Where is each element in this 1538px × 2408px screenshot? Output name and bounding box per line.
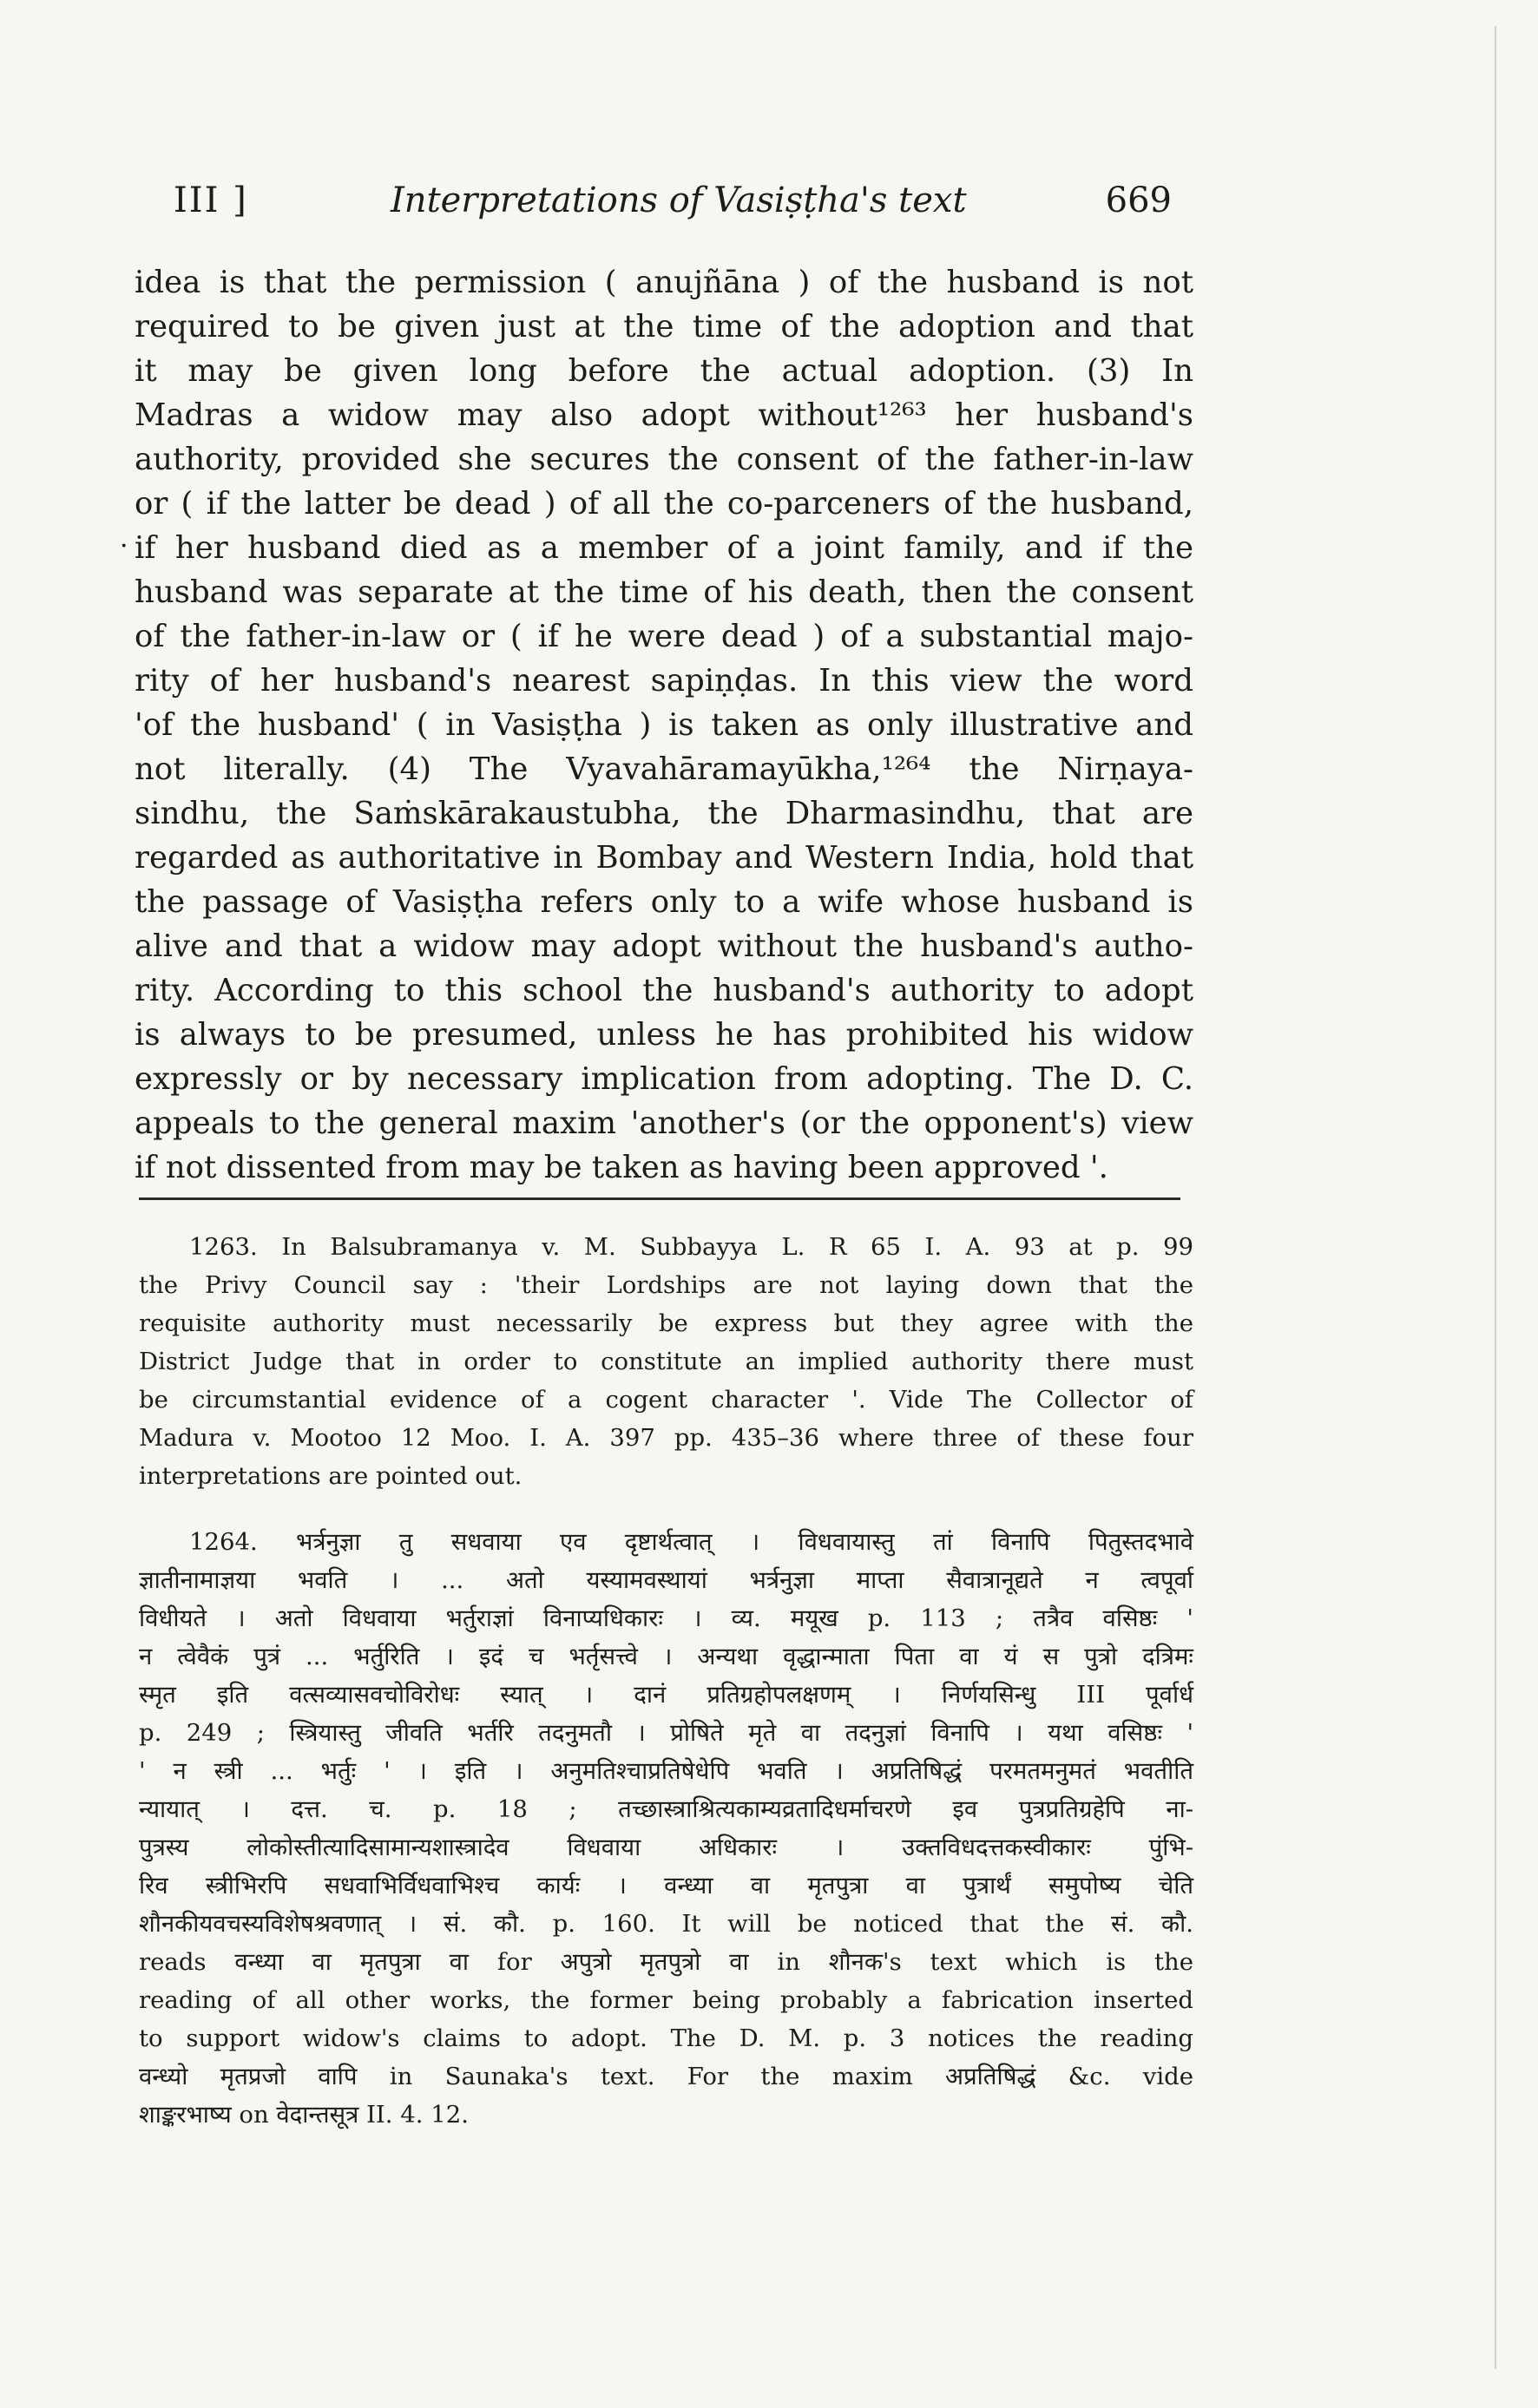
footnote-line: the Privy Council say : 'their Lordships are not laying down that the — [139, 1271, 1193, 1299]
footnote-line: न्यायात् । दत्त. च. p. 18 ; तच्छास्त्राश्रित्यकाम्यव्रतादिधर्माचरणे इव पुत्रप्रतिग्रहेपि ना- — [139, 1795, 1193, 1823]
body-line: if her husband died as a member of a joint family, and if the — [135, 530, 1193, 566]
footnote-line: रिव स्त्रीभिरपि सधवाभिर्विधवाभिश्च कार्यः । वन्ध्या वा मृतपुत्रा वा पुत्रार्थं समुपोष्य चेति — [139, 1872, 1193, 1899]
body-line: the passage of Vasiṣṭha refers only to a wife whose husband is — [135, 884, 1193, 920]
part-marker: III ] — [174, 180, 248, 220]
footnote-line: p. 249 ; स्त्रियास्तु जीवति भर्तरि तदनुमतौ । प्रोषिते मृते वा तदनुज्ञां विनापि । यथा वसिष्ठः ' — [139, 1719, 1193, 1747]
body-line: husband was separate at the time of his death, then the consent — [135, 574, 1193, 610]
footnote-line: शाङ्करभाष्य on वेदान्तसूत्र II. 4. 12. — [139, 2101, 469, 2129]
footnote-line: ज्ञातीनामाज्ञया भवति । ... अतो यस्यामवस्थायां भर्त्रनुज्ञा माप्ता सैवात्रानूद्यते न त्वपूर्वा — [139, 1566, 1193, 1594]
footnote-line: 1264. भर्त्रनुज्ञा तु सधवाया एव दृष्टार्थत्वात् । विधवायास्तु तां विनापि पितुस्तदभावे — [189, 1528, 1193, 1556]
body-line: not literally. (4) The Vyavahāramayūkha,¹²⁶⁴ the Nirṇaya- — [135, 751, 1193, 787]
margin-mark: · — [120, 531, 128, 561]
body-line: required to be given just at the time of the adoption and that — [135, 309, 1193, 344]
body-line: Madras a widow may also adopt without¹²⁶³ her husband's — [135, 397, 1193, 433]
footnote-line: ' न स्त्री ... भर्तुः ' । इति । अनुमतिश्चाप्रतिषेधेपि भवति । अप्रतिषिद्धं परमतमनुमतं भवतीति — [139, 1757, 1193, 1785]
footnote-line: reads वन्ध्या वा मृतपुत्रा वा for अपुत्रो मृतपुत्रो वा in शौनक's text which is the — [139, 1948, 1193, 1976]
body-line: 'of the husband' ( in Vasiṣṭha ) is taken as only illustrative and — [135, 707, 1193, 743]
footnote-line: वन्ध्यो मृतप्रजो वापि in Saunaka's text. For the maxim अप्रतिषिद्धं &c. vide — [139, 2063, 1193, 2090]
footnote-line: reading of all other works, the former being probably a fabrication inserted — [139, 1986, 1193, 2014]
scan-edge-line — [1495, 26, 1496, 2369]
body-line: expressly or by necessary implication from adopting. The D. C. — [135, 1061, 1193, 1097]
running-header — [174, 180, 1189, 233]
footnote-line: न त्वेवैकं पुत्रं ... भर्तुरिति । इदं च भर्तृसत्त्वे । अन्यथा वृद्धान्माता पिता वा यं स पुत्रो दत्रिमः — [139, 1643, 1193, 1670]
footnote-line: be circumstantial evidence of a cogent character '. Vide The Collector of — [139, 1386, 1193, 1414]
page-number: 669 — [1105, 180, 1172, 220]
footnote-line: interpretations are pointed out. — [139, 1462, 523, 1490]
body-line: appeals to the general maxim 'another's (or the opponent's) view — [135, 1106, 1193, 1141]
body-line: it may be given long before the actual adoption. (3) In — [135, 353, 1193, 389]
body-line: regarded as authoritative in Bombay and Western India, hold that — [135, 840, 1193, 876]
body-line: sindhu, the Saṁskārakaustubha, the Dharmasindhu, that are — [135, 796, 1193, 831]
body-line: idea is that the permission ( anujñāna ) of the husband is not — [135, 265, 1193, 300]
footnote-line: requisite authority must necessarily be express but they agree with the — [139, 1309, 1193, 1337]
footnote-line: शौनकीयवचस्यविशेषश्रवणात् । सं. कौ. p. 160. It will be noticed that the सं. कौ. — [139, 1910, 1193, 1938]
body-line: rity of her husband's nearest sapiṇḍas. In this view the word — [135, 663, 1193, 699]
footnote-1263 — [139, 1228, 1193, 1495]
body-line: of the father-in-law or ( if he were dead ) of a substantial majo- — [135, 619, 1193, 654]
body-line: if not dissented from may be taken as having been approved '. — [135, 1150, 1108, 1185]
footnote-1264 — [139, 1523, 1193, 2134]
running-title: Interpretations of Vasiṣṭha's text — [391, 180, 967, 220]
body-line: is always to be presumed, unless he has prohibited his widow — [135, 1017, 1193, 1053]
footnote-line: Madura v. Mootoo 12 Moo. I. A. 397 pp. 435–36 where three of these four — [139, 1424, 1193, 1452]
body-line: or ( if the latter be dead ) of all the co-parceners of the husband, — [135, 486, 1193, 522]
footnote-line: विधीयते । अतो विधवाया भर्तुराज्ञां विनाप्यधिकारः । व्य. मयूख p. 113 ; तत्रैव वसिष्ठः ' — [139, 1604, 1193, 1632]
footnote-line: 1263. In Balsubramanya v. M. Subbayya L. R 65 I. A. 93 at p. 99 — [189, 1233, 1193, 1261]
footnote-line: पुत्रस्य लोकोस्तीत्यादिसामान्यशास्त्रादेव विधवाया अधिकारः । उक्तविधदत्तकस्वीकारः पुंभि- — [139, 1834, 1193, 1861]
footnote-line: to support widow's claims to adopt. The D. M. p. 3 notices the reading — [139, 2024, 1193, 2052]
footnote-divider — [139, 1197, 1180, 1200]
body-line: authority, provided she secures the consent of the father-in-law — [135, 442, 1193, 477]
footnote-line: District Judge that in order to constitute an implied authority there must — [139, 1348, 1193, 1375]
body-paragraph — [135, 260, 1193, 1190]
body-line: rity. According to this school the husband's authority to adopt — [135, 973, 1193, 1008]
body-line: alive and that a widow may adopt without the husband's autho- — [135, 928, 1193, 964]
footnote-line: स्मृत इति वत्सव्यासवचोविरोधः स्यात् । दानं प्रतिग्रहोपलक्षणम् । निर्णयसिन्धु III पूर्वार्ध — [139, 1681, 1193, 1709]
